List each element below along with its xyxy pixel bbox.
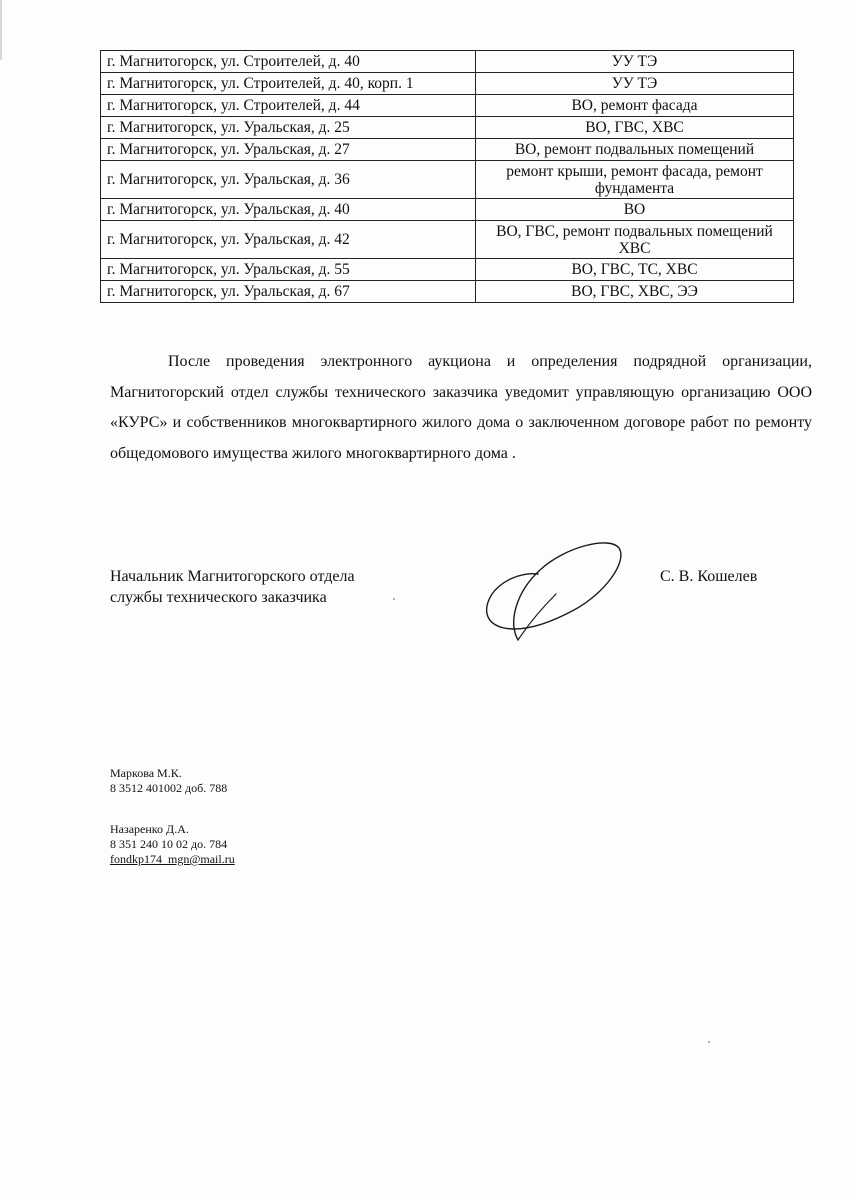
works-cell: ВО, ГВС, ТС, ХВС	[476, 259, 794, 281]
works-table-body	[101, 51, 794, 303]
contact-block-1	[110, 766, 227, 796]
contact-1-name: Маркова М.К.	[110, 766, 182, 780]
table-row	[101, 117, 794, 139]
signatory-title-line2: службы технического заказчика	[110, 589, 327, 606]
table-row	[101, 95, 794, 117]
table-row	[101, 161, 794, 199]
address-cell: г. Магнитогорск, ул. Уральская, д. 55	[101, 259, 476, 281]
works-cell: ВО, ГВС, ХВС, ЭЭ	[476, 281, 794, 303]
table-row	[101, 73, 794, 95]
table-row	[101, 139, 794, 161]
address-cell: г. Магнитогорск, ул. Строителей, д. 40	[101, 51, 476, 73]
address-cell: г. Магнитогорск, ул. Уральская, д. 42	[101, 221, 476, 259]
address-cell: г. Магнитогорск, ул. Уральская, д. 36	[101, 161, 476, 199]
signatory-name: С. В. Кошелев	[660, 568, 758, 585]
table-row	[101, 281, 794, 303]
contact-block-2	[110, 822, 235, 867]
address-cell: г. Магнитогорск, ул. Строителей, д. 40, корп. 1	[101, 73, 476, 95]
contact-1-phone: 8 3512 401002 доб. 788	[110, 781, 228, 795]
handwritten-signature	[478, 532, 628, 650]
scan-speck	[708, 1041, 710, 1043]
table-row	[101, 199, 794, 221]
table-row	[101, 259, 794, 281]
signatory-title	[110, 566, 355, 608]
address-cell: г. Магнитогорск, ул. Уральская, д. 27	[101, 139, 476, 161]
works-table	[100, 50, 794, 303]
table-row	[101, 221, 794, 259]
works-cell: ремонт крыши, ремонт фасада, ремонт фундамента	[476, 161, 794, 199]
works-cell: ВО, ремонт фасада	[476, 95, 794, 117]
works-cell: ВО, ремонт подвальных помещений	[476, 139, 794, 161]
address-cell: г. Магнитогорск, ул. Строителей, д. 44	[101, 95, 476, 117]
signatory-title-line1: Начальник Магнитогорского отдела	[110, 568, 355, 585]
works-cell: УУ ТЭ	[476, 51, 794, 73]
scan-edge-mark	[0, 0, 2, 60]
table-row	[101, 51, 794, 73]
scan-speck	[393, 598, 395, 600]
works-cell: ВО	[476, 199, 794, 221]
address-cell: г. Магнитогорск, ул. Уральская, д. 40	[101, 199, 476, 221]
address-cell: г. Магнитогорск, ул. Уральская, д. 67	[101, 281, 476, 303]
contact-2-email[interactable]: fondkp174_mgn@mail.ru	[110, 852, 235, 866]
contact-2-name: Назаренко Д.А.	[110, 822, 189, 836]
address-cell: г. Магнитогорск, ул. Уральская, д. 25	[101, 117, 476, 139]
works-cell: УУ ТЭ	[476, 73, 794, 95]
notification-paragraph: После проведения электронного аукциона и определения подрядной организации, Магнитогорский отдел службы технического заказчика уведомит управляющую организацию ООО «КУРС» и собственников многоквартирного жилого дома о заключенном договоре работ по ремонту общедомового имущества жилого многоквартирного дома .	[110, 353, 812, 462]
contact-2-phone: 8 351 240 10 02 до. 784	[110, 837, 228, 851]
works-cell: ВО, ГВС, ХВС	[476, 117, 794, 139]
works-cell: ВО, ГВС, ремонт подвальных помещений ХВС	[476, 221, 794, 259]
